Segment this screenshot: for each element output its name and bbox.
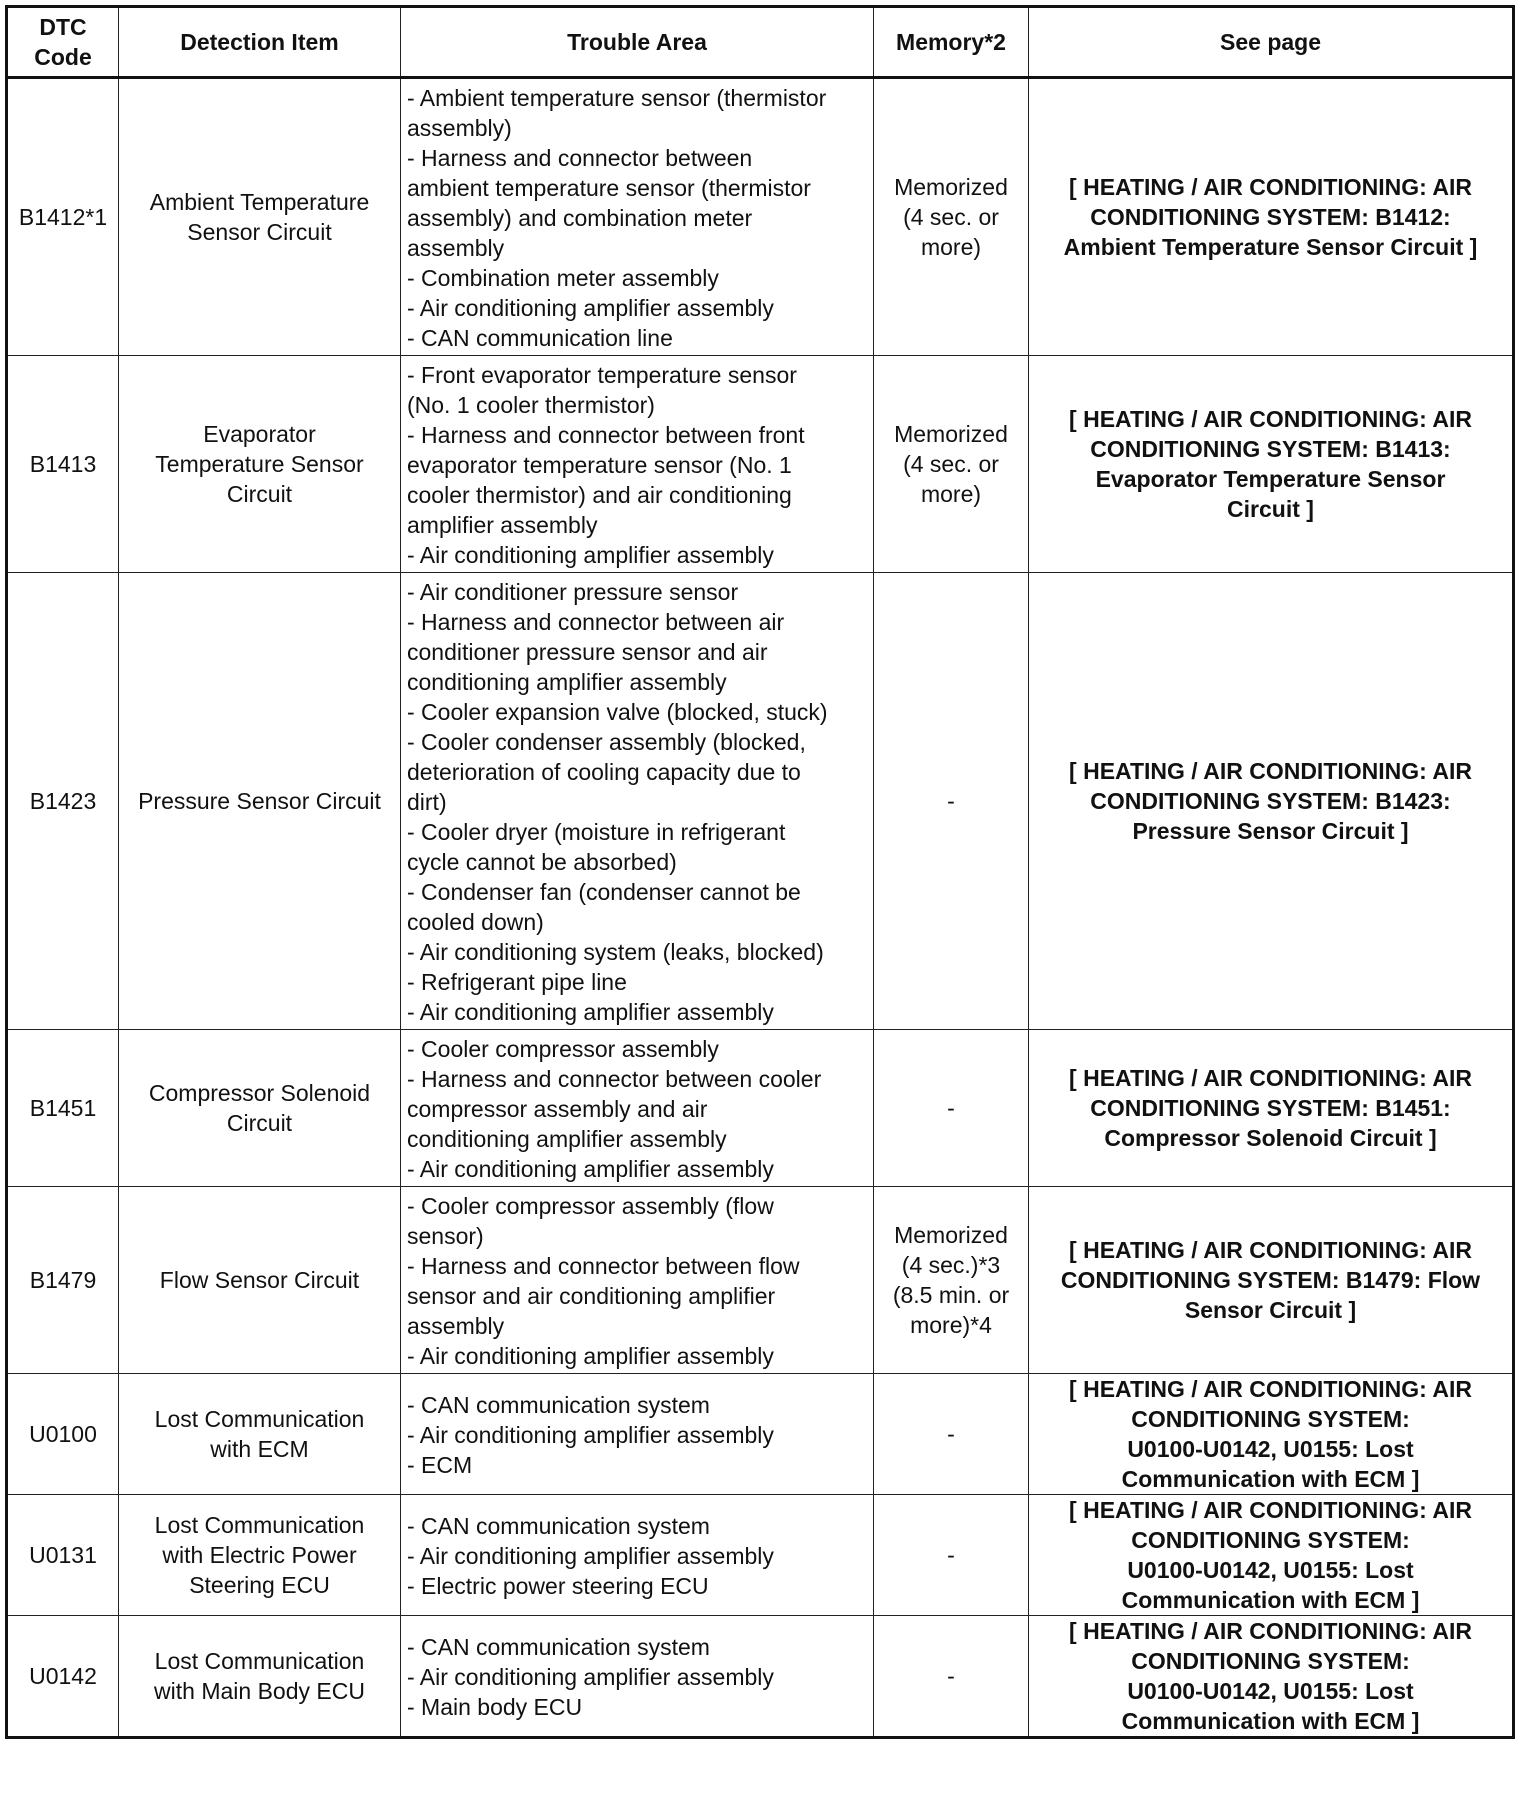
memory-cell bbox=[874, 573, 1029, 1030]
trouble-area-cell bbox=[401, 1187, 874, 1374]
see-page-line: Sensor Circuit ] bbox=[1184, 1297, 1357, 1323]
trouble-area-line: - Air conditioning amplifier assembly bbox=[407, 1664, 774, 1690]
trouble-area-line: - Air conditioning amplifier assembly bbox=[407, 1422, 774, 1448]
see-page-line: Communication with ECM ] bbox=[1121, 1708, 1420, 1734]
trouble-area-line: - Harness and connector between cooler bbox=[407, 1066, 822, 1092]
dtc-code-cell: B1423 bbox=[7, 573, 119, 1030]
memory-cell bbox=[874, 1374, 1029, 1495]
see-page-line: U0100-U0142, U0155: Lost bbox=[1127, 1678, 1414, 1704]
memory-line: Memorized bbox=[894, 174, 1008, 200]
see-page-cell[interactable] bbox=[1029, 1616, 1514, 1738]
detection-item-line: Evaporator bbox=[203, 421, 316, 447]
table-body bbox=[7, 78, 1514, 1738]
see-page-line: CONDITIONING SYSTEM: bbox=[1131, 1406, 1410, 1432]
see-page-cell[interactable] bbox=[1029, 573, 1514, 1030]
trouble-area-line: - Cooler condenser assembly (blocked, bbox=[407, 729, 806, 755]
trouble-area-line: conditioning amplifier assembly bbox=[407, 1126, 727, 1152]
trouble-area-line: (No. 1 cooler thermistor) bbox=[407, 392, 655, 418]
trouble-area-line: compressor assembly and air bbox=[407, 1096, 708, 1122]
trouble-area-line: - CAN communication system bbox=[407, 1634, 710, 1660]
dtc-table-container bbox=[5, 5, 1512, 1739]
trouble-area-line: ambient temperature sensor (thermistor bbox=[407, 175, 811, 201]
dtc-code-cell: B1451 bbox=[7, 1030, 119, 1187]
trouble-area-line: - Air conditioning amplifier assembly bbox=[407, 542, 774, 568]
detection-item-cell bbox=[119, 1030, 401, 1187]
table-row bbox=[7, 1616, 1514, 1738]
see-page-line: CONDITIONING SYSTEM: bbox=[1131, 1527, 1410, 1553]
trouble-area-line: conditioning amplifier assembly bbox=[407, 669, 727, 695]
see-page-line: Communication with ECM ] bbox=[1121, 1466, 1420, 1492]
trouble-area-line: - Front evaporator temperature sensor bbox=[407, 362, 797, 388]
trouble-area-line: - CAN communication system bbox=[407, 1392, 710, 1418]
dtc-table bbox=[5, 5, 1515, 1739]
detection-item-line: Temperature Sensor bbox=[155, 451, 364, 477]
trouble-area-line: - Air conditioning amplifier assembly bbox=[407, 1543, 774, 1569]
memory-line: more) bbox=[920, 234, 982, 260]
memory-line: - bbox=[947, 1421, 955, 1447]
dtc-code-cell: B1412*1 bbox=[7, 78, 119, 356]
trouble-area-line: - Air conditioning amplifier assembly bbox=[407, 295, 774, 321]
memory-line: Memorized bbox=[894, 421, 1008, 447]
trouble-area-line: - Combination meter assembly bbox=[407, 265, 719, 291]
trouble-area-line: - Cooler compressor assembly bbox=[407, 1036, 719, 1062]
trouble-area-cell bbox=[401, 1374, 874, 1495]
table-row bbox=[7, 1374, 1514, 1495]
trouble-area-line: - Cooler dryer (moisture in refrigerant bbox=[407, 819, 786, 845]
trouble-area-cell bbox=[401, 1030, 874, 1187]
see-page-cell[interactable] bbox=[1029, 1030, 1514, 1187]
see-page-cell[interactable] bbox=[1029, 1374, 1514, 1495]
detection-item-cell bbox=[119, 1374, 401, 1495]
detection-item-line: Lost Communication bbox=[154, 1648, 365, 1674]
memory-line: Memorized bbox=[894, 1222, 1008, 1248]
trouble-area-line: sensor and air conditioning amplifier bbox=[407, 1283, 776, 1309]
header-see-page: See page bbox=[1029, 7, 1514, 78]
detection-item-cell bbox=[119, 573, 401, 1030]
detection-item-cell bbox=[119, 78, 401, 356]
trouble-area-line: - Cooler expansion valve (blocked, stuck) bbox=[407, 699, 828, 725]
see-page-line: CONDITIONING SYSTEM: B1451: bbox=[1090, 1095, 1451, 1121]
see-page-line: [ HEATING / AIR CONDITIONING: AIR bbox=[1069, 1065, 1472, 1091]
memory-line: more) bbox=[920, 481, 982, 507]
dtc-code-cell: B1479 bbox=[7, 1187, 119, 1374]
trouble-area-line: assembly bbox=[407, 235, 505, 261]
trouble-area-line: dirt) bbox=[407, 789, 447, 815]
memory-line: (4 sec.)*3 bbox=[901, 1252, 1001, 1278]
header-dtc-code bbox=[7, 7, 119, 78]
detection-item-line: Lost Communication bbox=[154, 1512, 365, 1538]
trouble-area-line: - Harness and connector between bbox=[407, 145, 753, 171]
see-page-line: [ HEATING / AIR CONDITIONING: AIR bbox=[1069, 174, 1472, 200]
trouble-area-line: - Air conditioner pressure sensor bbox=[407, 579, 739, 605]
see-page-line: CONDITIONING SYSTEM: bbox=[1131, 1648, 1410, 1674]
trouble-area-line: - ECM bbox=[407, 1452, 473, 1478]
trouble-area-cell bbox=[401, 356, 874, 573]
detection-item-line: Circuit bbox=[226, 1110, 293, 1136]
see-page-cell[interactable] bbox=[1029, 1187, 1514, 1374]
dtc-code-cell: U0131 bbox=[7, 1495, 119, 1616]
header-trouble-area: Trouble Area bbox=[401, 7, 874, 78]
memory-line: - bbox=[947, 1095, 955, 1121]
header-row bbox=[7, 7, 1514, 78]
trouble-area-line: deterioration of cooling capacity due to bbox=[407, 759, 801, 785]
memory-line: (8.5 min. or bbox=[892, 1282, 1010, 1308]
memory-cell bbox=[874, 1187, 1029, 1374]
header-dtc-code-line: DTC bbox=[39, 14, 87, 40]
see-page-line: Ambient Temperature Sensor Circuit ] bbox=[1063, 234, 1478, 260]
trouble-area-line: - Refrigerant pipe line bbox=[407, 969, 627, 995]
header-detection-item: Detection Item bbox=[119, 7, 401, 78]
dtc-code-cell: B1413 bbox=[7, 356, 119, 573]
table-row bbox=[7, 573, 1514, 1030]
trouble-area-line: - Harness and connector between flow bbox=[407, 1253, 800, 1279]
see-page-line: Pressure Sensor Circuit ] bbox=[1132, 818, 1409, 844]
detection-item-line: with Main Body ECU bbox=[154, 1678, 365, 1704]
detection-item-line: Compressor Solenoid bbox=[148, 1080, 371, 1106]
table-row bbox=[7, 1030, 1514, 1187]
see-page-cell[interactable] bbox=[1029, 1495, 1514, 1616]
see-page-line: Compressor Solenoid Circuit ] bbox=[1104, 1125, 1437, 1151]
detection-item-line: with ECM bbox=[210, 1436, 309, 1462]
detection-item-line: Lost Communication bbox=[154, 1406, 365, 1432]
memory-line: more)*4 bbox=[910, 1312, 992, 1338]
see-page-line: [ HEATING / AIR CONDITIONING: AIR bbox=[1069, 1237, 1472, 1263]
see-page-line: CONDITIONING SYSTEM: B1423: bbox=[1090, 788, 1451, 814]
memory-line: - bbox=[947, 1663, 955, 1689]
see-page-line: [ HEATING / AIR CONDITIONING: AIR bbox=[1069, 1497, 1472, 1523]
detection-item-cell bbox=[119, 356, 401, 573]
see-page-cell[interactable] bbox=[1029, 78, 1514, 356]
see-page-cell[interactable] bbox=[1029, 356, 1514, 573]
detection-item-line: Steering ECU bbox=[189, 1572, 330, 1598]
detection-item-line: Circuit bbox=[226, 481, 293, 507]
see-page-line: Communication with ECM ] bbox=[1121, 1587, 1420, 1613]
trouble-area-line: - Air conditioning amplifier assembly bbox=[407, 1343, 774, 1369]
trouble-area-line: assembly bbox=[407, 1313, 505, 1339]
trouble-area-line: - Air conditioning system (leaks, blocked) bbox=[407, 939, 824, 965]
trouble-area-line: - Harness and connector between front bbox=[407, 422, 805, 448]
see-page-line: CONDITIONING SYSTEM: B1413: bbox=[1090, 436, 1451, 462]
trouble-area-line: - Condenser fan (condenser cannot be bbox=[407, 879, 801, 905]
memory-cell bbox=[874, 1030, 1029, 1187]
trouble-area-line: sensor) bbox=[407, 1223, 484, 1249]
memory-cell bbox=[874, 78, 1029, 356]
table-row bbox=[7, 78, 1514, 356]
trouble-area-line: - Main body ECU bbox=[407, 1694, 583, 1720]
see-page-line: [ HEATING / AIR CONDITIONING: AIR bbox=[1069, 758, 1472, 784]
memory-line: (4 sec. or bbox=[903, 451, 999, 477]
trouble-area-cell bbox=[401, 1616, 874, 1738]
trouble-area-line: - Harness and connector between air bbox=[407, 609, 785, 635]
memory-cell bbox=[874, 1495, 1029, 1616]
dtc-code-cell: U0142 bbox=[7, 1616, 119, 1738]
see-page-line: U0100-U0142, U0155: Lost bbox=[1127, 1436, 1414, 1462]
trouble-area-line: - Air conditioning amplifier assembly bbox=[407, 1156, 774, 1182]
see-page-line: Evaporator Temperature Sensor bbox=[1095, 466, 1446, 492]
trouble-area-line: cycle cannot be absorbed) bbox=[407, 849, 677, 875]
see-page-line: CONDITIONING SYSTEM: B1412: bbox=[1090, 204, 1451, 230]
detection-item-line: Ambient Temperature bbox=[149, 189, 370, 215]
header-memory: Memory*2 bbox=[874, 7, 1029, 78]
trouble-area-line: cooled down) bbox=[407, 909, 544, 935]
memory-line: (4 sec. or bbox=[903, 204, 999, 230]
detection-item-line: Flow Sensor Circuit bbox=[159, 1267, 360, 1293]
detection-item-cell bbox=[119, 1616, 401, 1738]
trouble-area-line: assembly) bbox=[407, 115, 512, 141]
detection-item-line: Pressure Sensor Circuit bbox=[138, 788, 381, 814]
memory-line: - bbox=[947, 788, 955, 814]
trouble-area-line: - Ambient temperature sensor (thermistor bbox=[407, 85, 827, 111]
trouble-area-line: - CAN communication system bbox=[407, 1513, 710, 1539]
see-page-line: [ HEATING / AIR CONDITIONING: AIR bbox=[1069, 1376, 1472, 1402]
dtc-code-cell: U0100 bbox=[7, 1374, 119, 1495]
trouble-area-line: - Electric power steering ECU bbox=[407, 1573, 709, 1599]
detection-item-line: Sensor Circuit bbox=[187, 219, 332, 245]
trouble-area-line: cooler thermistor) and air conditioning bbox=[407, 482, 792, 508]
trouble-area-line: - Air conditioning amplifier assembly bbox=[407, 999, 774, 1025]
see-page-line: U0100-U0142, U0155: Lost bbox=[1127, 1557, 1414, 1583]
see-page-line: [ HEATING / AIR CONDITIONING: AIR bbox=[1069, 1618, 1472, 1644]
trouble-area-line: - CAN communication line bbox=[407, 325, 673, 351]
table-row bbox=[7, 1187, 1514, 1374]
detection-item-line: with Electric Power bbox=[162, 1542, 357, 1568]
trouble-area-line: amplifier assembly bbox=[407, 512, 598, 538]
detection-item-cell bbox=[119, 1187, 401, 1374]
table-row bbox=[7, 1495, 1514, 1616]
trouble-area-cell bbox=[401, 573, 874, 1030]
trouble-area-cell bbox=[401, 78, 874, 356]
trouble-area-line: - Cooler compressor assembly (flow bbox=[407, 1193, 774, 1219]
detection-item-cell bbox=[119, 1495, 401, 1616]
memory-line: - bbox=[947, 1542, 955, 1568]
memory-cell bbox=[874, 356, 1029, 573]
trouble-area-line: assembly) and combination meter bbox=[407, 205, 753, 231]
trouble-area-line: evaporator temperature sensor (No. 1 bbox=[407, 452, 792, 478]
memory-cell bbox=[874, 1616, 1029, 1738]
trouble-area-cell bbox=[401, 1495, 874, 1616]
table-row bbox=[7, 356, 1514, 573]
header-dtc-code-line: Code bbox=[34, 44, 92, 70]
see-page-line: [ HEATING / AIR CONDITIONING: AIR bbox=[1069, 406, 1472, 432]
see-page-line: CONDITIONING SYSTEM: B1479: Flow bbox=[1060, 1267, 1481, 1293]
see-page-line: Circuit ] bbox=[1227, 496, 1314, 522]
trouble-area-line: conditioner pressure sensor and air bbox=[407, 639, 768, 665]
